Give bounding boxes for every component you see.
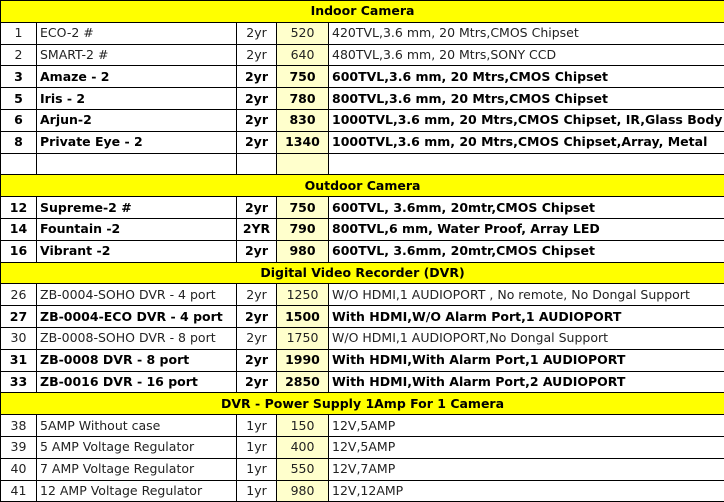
price-cell: 150 [277, 415, 329, 437]
price-cell: 1750 [277, 327, 329, 349]
price-cell: 980 [277, 240, 329, 262]
product-name-cell: Supreme-2 # [37, 197, 237, 219]
price-cell: 550 [277, 458, 329, 480]
warranty-cell: 2yr [237, 44, 277, 66]
product-name-cell: ZB-0008-SOHO DVR - 8 port [37, 327, 237, 349]
table-row [1, 44, 724, 66]
table-row [1, 458, 724, 480]
description-cell: With HDMI,W/O Alarm Port,1 AUDIOPORT [329, 306, 724, 328]
product-name-cell: 5AMP Without case [37, 415, 237, 437]
description-cell: With HDMI,With Alarm Port,2 AUDIOPORT [329, 371, 724, 393]
serial-number-cell: 3 [1, 66, 37, 88]
description-cell: 600TVL,3.6 mm, 20 Mtrs,CMOS Chipset [329, 66, 724, 88]
section-title: Digital Video Recorder (DVR) [1, 262, 724, 284]
table-row [1, 240, 724, 262]
table-row [1, 22, 724, 44]
product-name-cell: ECO-2 # [37, 22, 237, 44]
section-title: Indoor Camera [1, 1, 724, 23]
serial-number-cell: 26 [1, 284, 37, 306]
price-list-body [1, 1, 724, 502]
product-name-cell: Iris - 2 [37, 88, 237, 110]
warranty-cell [237, 153, 277, 175]
price-cell: 790 [277, 218, 329, 240]
warranty-cell: 2yr [237, 371, 277, 393]
product-name-cell: 5 AMP Voltage Regulator [37, 436, 237, 458]
table-row [1, 131, 724, 153]
serial-number-cell: 41 [1, 480, 37, 502]
product-name-cell: ZB-0004-SOHO DVR - 4 port [37, 284, 237, 306]
serial-number-cell: 6 [1, 109, 37, 131]
product-name-cell: ZB-0004-ECO DVR - 4 port [37, 306, 237, 328]
section-header [1, 262, 724, 284]
table-row [1, 218, 724, 240]
warranty-cell: 2yr [237, 327, 277, 349]
table-row [1, 306, 724, 328]
serial-number-cell: 33 [1, 371, 37, 393]
description-cell: 800TVL,3.6 mm, 20 Mtrs,CMOS Chipset [329, 88, 724, 110]
product-name-cell: Vibrant -2 [37, 240, 237, 262]
price-cell: 520 [277, 22, 329, 44]
serial-number-cell: 27 [1, 306, 37, 328]
description-cell: 12V,5AMP [329, 415, 724, 437]
product-name-cell: Amaze - 2 [37, 66, 237, 88]
serial-number-cell [1, 153, 37, 175]
product-name-cell: ZB-0008 DVR - 8 port [37, 349, 237, 371]
serial-number-cell: 2 [1, 44, 37, 66]
warranty-cell: 2yr [237, 197, 277, 219]
serial-number-cell: 1 [1, 22, 37, 44]
section-title: Outdoor Camera [1, 175, 724, 197]
description-cell: W/O HDMI,1 AUDIOPORT,No Dongal Support [329, 327, 724, 349]
warranty-cell: 2yr [237, 240, 277, 262]
table-row [1, 480, 724, 502]
warranty-cell: 2yr [237, 22, 277, 44]
table-row [1, 197, 724, 219]
description-cell: 600TVL, 3.6mm, 20mtr,CMOS Chipset [329, 197, 724, 219]
section-header [1, 393, 724, 415]
price-cell: 980 [277, 480, 329, 502]
warranty-cell: 2yr [237, 306, 277, 328]
warranty-cell: 2yr [237, 131, 277, 153]
warranty-cell: 2yr [237, 88, 277, 110]
price-cell: 1500 [277, 306, 329, 328]
description-cell: 1000TVL,3.6 mm, 20 Mtrs,CMOS Chipset, IR,Glass Body [329, 109, 724, 131]
section-header [1, 1, 724, 23]
serial-number-cell: 12 [1, 197, 37, 219]
description-cell: 12V,7AMP [329, 458, 724, 480]
price-cell [277, 153, 329, 175]
product-name-cell: 12 AMP Voltage Regulator [37, 480, 237, 502]
description-cell [329, 153, 724, 175]
price-cell: 750 [277, 197, 329, 219]
description-cell: With HDMI,With Alarm Port,1 AUDIOPORT [329, 349, 724, 371]
product-name-cell: ZB-0016 DVR - 16 port [37, 371, 237, 393]
warranty-cell: 1yr [237, 415, 277, 437]
warranty-cell: 1yr [237, 436, 277, 458]
serial-number-cell: 14 [1, 218, 37, 240]
serial-number-cell: 5 [1, 88, 37, 110]
table-row [1, 284, 724, 306]
description-cell: 1000TVL,3.6 mm, 20 Mtrs,CMOS Chipset,Array, Metal [329, 131, 724, 153]
product-name-cell: Fountain -2 [37, 218, 237, 240]
product-name-cell: Private Eye - 2 [37, 131, 237, 153]
table-row [1, 436, 724, 458]
price-cell: 780 [277, 88, 329, 110]
serial-number-cell: 31 [1, 349, 37, 371]
description-cell: 12V,5AMP [329, 436, 724, 458]
section-title: DVR - Power Supply 1Amp For 1 Camera [1, 393, 724, 415]
serial-number-cell: 38 [1, 415, 37, 437]
product-name-cell: Arjun-2 [37, 109, 237, 131]
warranty-cell: 2yr [237, 349, 277, 371]
table-row [1, 109, 724, 131]
warranty-cell: 2YR [237, 218, 277, 240]
serial-number-cell: 8 [1, 131, 37, 153]
warranty-cell: 2yr [237, 284, 277, 306]
table-row [1, 66, 724, 88]
description-cell: W/O HDMI,1 AUDIOPORT , No remote, No Dongal Support [329, 284, 724, 306]
price-cell: 1340 [277, 131, 329, 153]
price-cell: 750 [277, 66, 329, 88]
warranty-cell: 1yr [237, 480, 277, 502]
description-cell: 12V,12AMP [329, 480, 724, 502]
description-cell: 480TVL,3.6 mm, 20 Mtrs,SONY CCD [329, 44, 724, 66]
product-name-cell: 7 AMP Voltage Regulator [37, 458, 237, 480]
table-row [1, 327, 724, 349]
product-name-cell [37, 153, 237, 175]
table-row [1, 371, 724, 393]
price-cell: 830 [277, 109, 329, 131]
product-name-cell: SMART-2 # [37, 44, 237, 66]
serial-number-cell: 40 [1, 458, 37, 480]
serial-number-cell: 30 [1, 327, 37, 349]
description-cell: 600TVL, 3.6mm, 20mtr,CMOS Chipset [329, 240, 724, 262]
table-row [1, 349, 724, 371]
description-cell: 800TVL,6 mm, Water Proof, Array LED [329, 218, 724, 240]
description-cell: 420TVL,3.6 mm, 20 Mtrs,CMOS Chipset [329, 22, 724, 44]
serial-number-cell: 16 [1, 240, 37, 262]
price-cell: 1250 [277, 284, 329, 306]
serial-number-cell: 39 [1, 436, 37, 458]
table-row [1, 88, 724, 110]
warranty-cell: 2yr [237, 66, 277, 88]
price-cell: 400 [277, 436, 329, 458]
price-cell: 640 [277, 44, 329, 66]
table-row [1, 415, 724, 437]
table-row [1, 153, 724, 175]
warranty-cell: 2yr [237, 109, 277, 131]
section-header [1, 175, 724, 197]
price-cell: 2850 [277, 371, 329, 393]
price-cell: 1990 [277, 349, 329, 371]
warranty-cell: 1yr [237, 458, 277, 480]
